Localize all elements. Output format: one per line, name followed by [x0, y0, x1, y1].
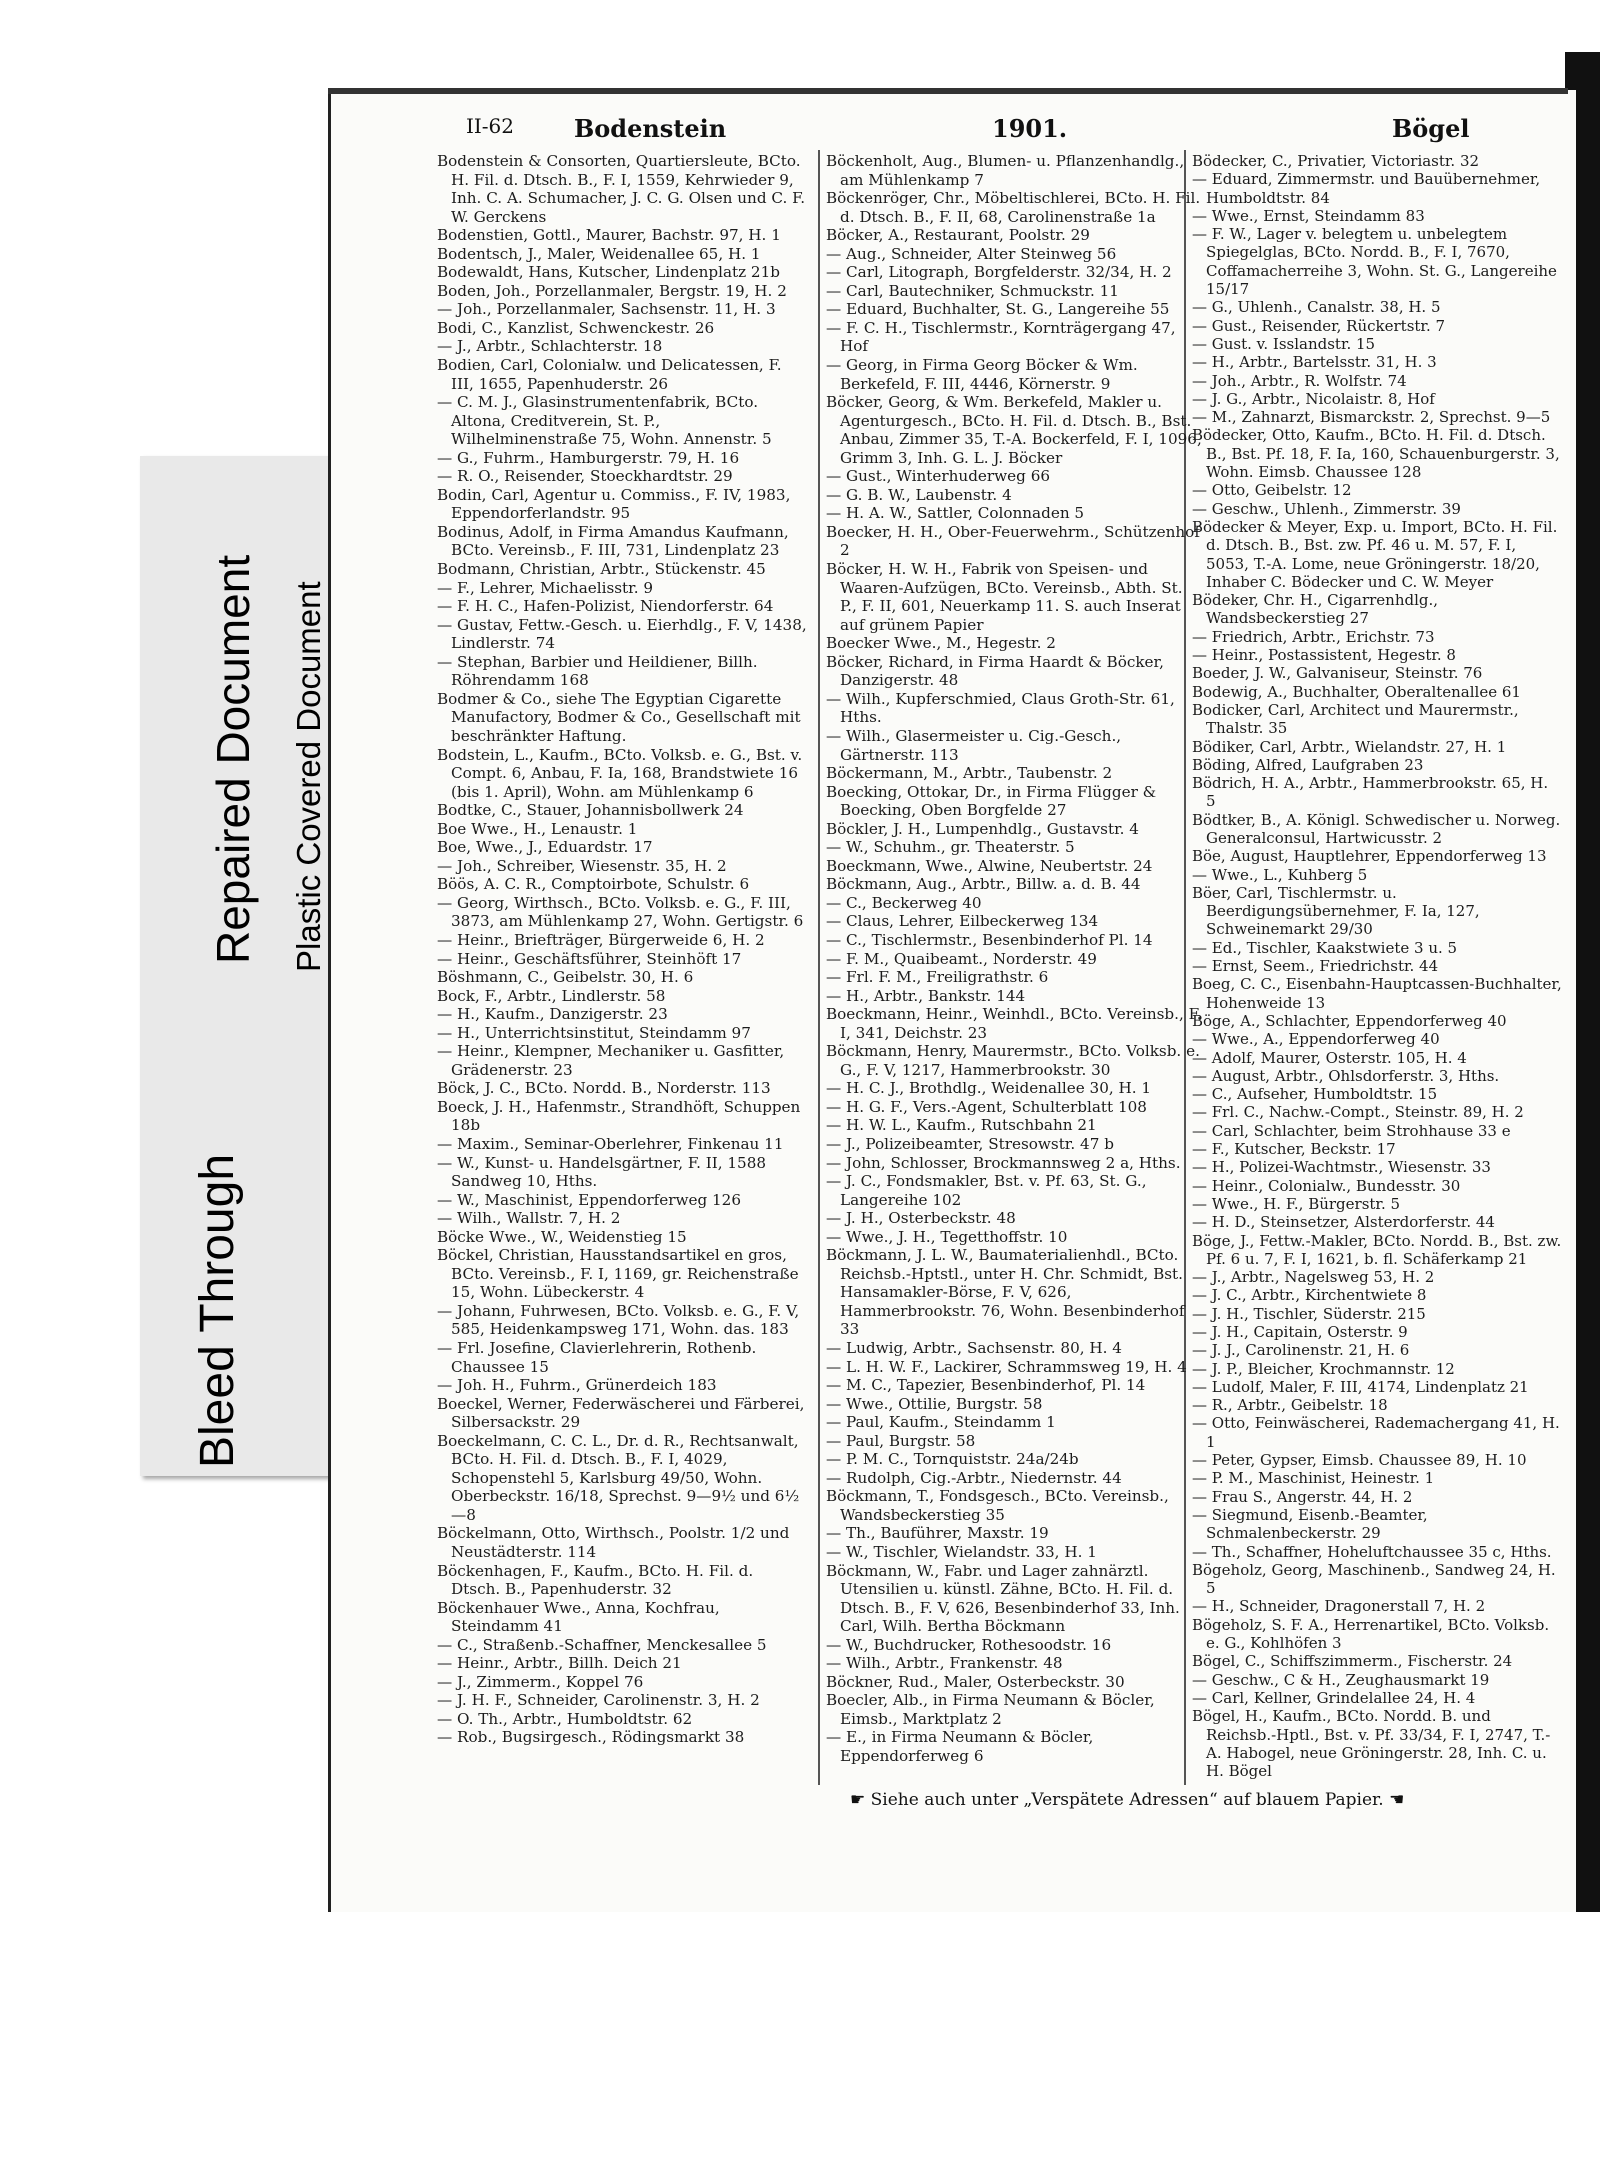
directory-entry: Boeckelmann, C. C. L., Dr. d. R., Rechtsanwalt, BCto. H. Fil. d. Dtsch. B., F. I, 4029, Schopenstehl 5, Karlsburg 49/50, Wohn. Oberbeckstr. 16/18, Sprechst. 9—9½ und 6½—8: [437, 1431, 800, 1524]
page-number: II-62: [466, 114, 515, 138]
directory-entry: Bögel, C., Schiffszimmerm., Fischerstr. 24: [1192, 1652, 1513, 1671]
directory-entry: Bodicker, Carl, Architect und Maurermstr., Thalstr. 35: [1192, 700, 1519, 738]
directory-entry: — Stephan, Barbier und Heildiener, Billh. Röhrendamm 168: [437, 652, 758, 690]
directory-entry: — H., Arbtr., Bartelsstr. 31, H. 3: [1192, 353, 1437, 372]
directory-entry: — J. G., Arbtr., Nicolaistr. 8, Hof: [1192, 389, 1435, 408]
directory-entry: Boecker Wwe., M., Hegestr. 2: [826, 634, 1056, 653]
directory-entry: — Joh., Porzellanmaler, Sachsenstr. 11, H. 3: [437, 300, 776, 319]
directory-entry: — Eduard, Buchhalter, St. G., Langereihe 55: [826, 300, 1170, 319]
directory-entry: — H. G. F., Vers.-Agent, Schulterblatt 108: [826, 1097, 1147, 1116]
directory-entry: — C., Tischlermstr., Besenbinderhof Pl. 14: [826, 930, 1153, 949]
directory-entry: — J., Arbtr., Schlachterstr. 18: [437, 337, 663, 356]
directory-entry: Bödeker, Chr. H., Cigarrenhdlg., Wandsbeckerstieg 27: [1192, 591, 1439, 628]
plastic-covered-label: Plastic Covered Document: [290, 581, 327, 972]
directory-entry: — Gust. v. Isslandstr. 15: [1192, 334, 1376, 353]
directory-entry: Bödecker & Meyer, Exp. u. Import, BCto. H. Fil. d. Dtsch. B., Bst. zw. Pf. 46 u. M. 57, F. I, 5053, T.-A. Lome, neue Gröningerstr. 18/20, Inhaber C. Bödecker und C. W. Meyer: [1192, 517, 1558, 591]
directory-entry: — H., Polizei-Wachtmstr., Wiesenstr. 33: [1192, 1158, 1491, 1177]
directory-entry: — M. C., Tapezier, Besenbinderhof, Pl. 14: [826, 1376, 1146, 1395]
bleed-through-label: Bleed Through: [191, 1153, 244, 1468]
directory-entry: — F. C. H., Tischlermstr., Kornträgergang 47, Hof: [826, 318, 1176, 356]
directory-entry: Böcke Wwe., W., Weidenstieg 15: [437, 1227, 687, 1246]
directory-entry: Bögel, H., Kaufm., BCto. Nordd. B. und Reichsb.-Hptl., Bst. v. Pf. 33/34, F. I, 2747, T.-A. Habogel, neue Gröningerstr. 28, Inh. C. u. H. Bögel: [1192, 1707, 1551, 1781]
directory-entry: — H. C. J., Brothdlg., Weidenallee 30, H. 1: [826, 1079, 1152, 1098]
directory-entry: — Otto, Geibelstr. 12: [1192, 481, 1352, 500]
directory-entry: Böge, J., Fettw.-Makler, BCto. Nordd. B., Bst. zw. Pf. 6 u. 7, F. I, 1621, b. fl. Schäferkamp 21: [1192, 1231, 1562, 1268]
directory-entry: — Paul, Kaufm., Steindamm 1: [826, 1413, 1056, 1432]
directory-entry: — J. C., Fondsmakler, Bst. v. Pf. 63, St. G., Langereihe 102: [826, 1172, 1147, 1209]
directory-entry: — Adolf, Maurer, Osterstr. 105, H. 4: [1192, 1048, 1467, 1067]
directory-entry: Bödecker, Otto, Kaufm., BCto. H. Fil. d. Dtsch. B., Bst. Pf. 18, F. Ia, 160, Schauenburgerstr. 3, Wohn. Eimsb. Chaussee 128: [1192, 426, 1560, 482]
directory-entry: Bodmer & Co., siehe The Egyptian Cigarette Manufactory, Bodmer & Co., Gesellschaft mit beschränkter Haftung.: [437, 689, 801, 745]
directory-entry: — G., Fuhrm., Hamburgerstr. 79, H. 16: [437, 448, 740, 467]
directory-entry: — W., Tischler, Wielandstr. 33, H. 1: [826, 1543, 1097, 1562]
directory-entry: — Siegmund, Eisenb.-Beamter, Schmalenbeckerstr. 29: [1192, 1505, 1428, 1543]
directory-entry: Boecker, H. H., Ober-Feuerwehrm., Schützenhof 2: [826, 522, 1200, 560]
directory-entry: Boecking, Ottokar, Dr., in Firma Flügger & Boecking, Oben Borgfelde 27: [826, 782, 1157, 820]
directory-entry: — C. M. J., Glasinstrumentenfabrik, BCto. Altona, Creditverein, St. P., Wilhelminenstraße 75, Wohn. Annenstr. 5: [437, 393, 772, 449]
directory-entry: Böe, August, Hauptlehrer, Eppendorferweg 13: [1192, 847, 1547, 866]
directory-entry: — W., Schuhm., gr. Theaterstr. 5: [826, 838, 1075, 857]
directory-entry: Böckner, Rud., Maler, Osterbeckstr. 30: [826, 1672, 1125, 1691]
directory-entry: — W., Buchdrucker, Rothesoodstr. 16: [826, 1635, 1112, 1654]
directory-entry: — F., Kutscher, Beckstr. 17: [1192, 1140, 1396, 1159]
repaired-document-label: Repaired Document: [207, 554, 259, 964]
directory-entry: — E., in Firma Neumann & Böcler, Eppendorferweg 6: [826, 1728, 1094, 1766]
directory-entry: Boecler, Alb., in Firma Neumann & Böcler, Eimsb., Marktplatz 2: [826, 1691, 1155, 1728]
directory-entry: Böge, A., Schlachter, Eppendorferweg 40: [1192, 1011, 1507, 1030]
header-right: Bögel: [1392, 114, 1470, 143]
directory-entry: Bödtker, B., A. Königl. Schwedischer u. Norweg. Generalconsul, Hartwicusstr. 2: [1192, 810, 1561, 847]
directory-entry: — Th., Bauführer, Maxstr. 19: [826, 1524, 1049, 1543]
directory-entry: Böer, Carl, Tischlermstr. u. Beerdigungsübernehmer, F. Ia, 127, Schweinemarkt 29/30: [1192, 883, 1480, 939]
directory-entry: — Peter, Gypser, Eimsb. Chaussee 89, H. 10: [1192, 1451, 1527, 1470]
directory-entry: — Frl. C., Nachw.-Compt., Steinstr. 89, H. 2: [1192, 1103, 1524, 1122]
directory-entry: — H. A. W., Sattler, Colonnaden 5: [826, 504, 1085, 523]
directory-column-3: [1192, 152, 1562, 1780]
directory-entry: — Geschw., C & H., Zeughausmarkt 19: [1192, 1670, 1490, 1689]
directory-entry: — H., Arbtr., Bankstr. 144: [826, 986, 1026, 1005]
directory-entry: Böckelmann, Otto, Wirthsch., Poolstr. 1/2 und Neustädterstr. 114: [437, 1524, 790, 1562]
directory-entry: Böckenholt, Aug., Blumen- u. Pflanzenhandlg., am Mühlenkamp 7: [826, 152, 1185, 189]
directory-entry: — C., Straßenb.-Schaffner, Menckesallee 5: [437, 1635, 767, 1654]
directory-entry: — Ernst, Seem., Friedrichstr. 44: [1192, 957, 1439, 976]
directory-entry: — C., Beckerweg 40: [826, 893, 982, 912]
directory-entry: — Gust., Winterhuderweg 66: [826, 467, 1051, 486]
directory-entry: Bodenstien, Gottl., Maurer, Bachstr. 97, H. 1: [437, 226, 781, 245]
directory-entry: Böös, A. C. R., Comptoirbote, Schulstr. 6: [437, 875, 750, 894]
directory-entry: — Th., Schaffner, Hoheluftchaussee 35 c, Hths.: [1192, 1542, 1552, 1561]
directory-entry: Boeckel, Werner, Federwäscherei und Färberei, Silbersackstr. 29: [437, 1394, 805, 1432]
directory-entry: — Frau S., Angerstr. 44, H. 2: [1192, 1487, 1413, 1506]
directory-entry: Böcker, A., Restaurant, Poolstr. 29: [826, 226, 1090, 245]
directory-entry: Böding, Alfred, Laufgraben 23: [1192, 755, 1424, 774]
directory-entry: — O. Th., Arbtr., Humboldtstr. 62: [437, 1709, 693, 1728]
directory-entry: — Wwe., Ernst, Steindamm 83: [1192, 206, 1425, 225]
directory-entry: — Wilh., Arbtr., Frankenstr. 48: [826, 1654, 1063, 1673]
directory-entry: Böcker, H. W. H., Fabrik von Speisen- und Waaren-Aufzügen, BCto. Vereinsb., Abth. St. P., F. II, 601, Neuerkamp 11. S. auch Inserat auf grünem Papier: [826, 560, 1183, 634]
directory-entry: Bodenstein & Consorten, Quartiersleute, BCto. H. Fil. d. Dtsch. B., F. I, 1559, Kehrwieder 9, Inh. C. A. Schumacher, J. C. G. Olsen und C. F. W. Gerckens: [437, 152, 806, 226]
directory-entry: Boe Wwe., H., Lenaustr. 1: [437, 819, 638, 838]
directory-entry: — M., Zahnarzt, Bismarckstr. 2, Sprechst. 9—5: [1192, 408, 1551, 427]
directory-entry: Bodinus, Adolf, in Firma Amandus Kaufmann, BCto. Vereinsb., F. III, 731, Lindenplatz 23: [437, 522, 789, 560]
directory-entry: Boe, Wwe., J., Eduardstr. 17: [437, 838, 653, 857]
directory-entry: — G., Uhlenh., Canalstr. 38, H. 5: [1192, 298, 1441, 317]
directory-entry: Bodewaldt, Hans, Kutscher, Lindenplatz 21b: [437, 263, 780, 282]
directory-entry: — Wwe., H. F., Bürgerstr. 5: [1192, 1194, 1401, 1213]
directory-entry: — August, Arbtr., Ohlsdorferstr. 3, Hths.: [1192, 1066, 1500, 1085]
directory-entry: — F. H. C., Hafen-Polizist, Niendorferstr. 64: [437, 597, 774, 616]
directory-entry: Bödiker, Carl, Arbtr., Wielandstr. 27, H. 1: [1192, 737, 1507, 756]
directory-entry: — Heinr., Geschäftsführer, Steinhöft 17: [437, 949, 742, 968]
directory-entry: Boden, Joh., Porzellanmaler, Bergstr. 19, H. 2: [437, 281, 787, 300]
directory-entry: — Friedrich, Arbtr., Erichstr. 73: [1192, 627, 1435, 646]
directory-entry: — Wwe., J. H., Tegetthoffstr. 10: [826, 1227, 1068, 1246]
directory-entry: — H. W. L., Kaufm., Rutschbahn 21: [826, 1116, 1097, 1135]
directory-entry: — Wilh., Wallstr. 7, H. 2: [437, 1209, 621, 1228]
directory-entry: — Maxim., Seminar-Oberlehrer, Finkenau 11: [437, 1134, 784, 1153]
directory-entry: — L. H. W. F., Lackirer, Schrammsweg 19, H. 4: [826, 1357, 1187, 1376]
header-left: Bodenstein: [574, 114, 727, 143]
directory-entry: — Heinr., Arbtr., Billh. Deich 21: [437, 1654, 682, 1673]
directory-entry: — H., Schneider, Dragonerstall 7, H. 2: [1192, 1597, 1486, 1616]
directory-entry: — Paul, Burgstr. 58: [826, 1431, 976, 1450]
directory-entry: — F. W., Lager v. belegtem u. unbelegtem Spiegelglas, BCto. Nordd. B., F. I, 7670, Coffamacherreihe 3, Wohn. St. G., Langereihe 15/17: [1192, 225, 1557, 299]
directory-entry: — J., Polizeibeamter, Stresowstr. 47 b: [826, 1134, 1114, 1153]
directory-entry: Bodi, C., Kanzlist, Schwenckestr. 26: [437, 318, 715, 337]
directory-entry: Böckmann, T., Fondsgesch., BCto. Vereinsb., Wandsbeckerstieg 35: [826, 1487, 1169, 1524]
directory-entry: — Heinr., Colonialw., Bundesstr. 30: [1192, 1176, 1461, 1195]
directory-entry: — Rudolph, Cig.-Arbtr., Niedernstr. 44: [826, 1468, 1122, 1487]
directory-entry: — H., Kaufm., Danzigerstr. 23: [437, 1005, 668, 1024]
directory-entry: — Eduard, Zimmermstr. und Bauübernehmer, Humboldtstr. 84: [1192, 170, 1541, 207]
directory-entry: Böckenröger, Chr., Möbeltischlerei, BCto. H. Fil. d. Dtsch. B., F. II, 68, Carolinenstraße 1a: [826, 189, 1201, 226]
directory-entry: — C., Aufseher, Humboldtstr. 15: [1192, 1085, 1438, 1104]
directory-entry: — H. D., Steinsetzer, Alsterdorferstr. 44: [1192, 1213, 1495, 1232]
directory-entry: Böckenhauer Wwe., Anna, Kochfrau, Steindamm 41: [437, 1598, 720, 1636]
directory-entry: Boeck, J. H., Hafenmstr., Strandhöft, Schuppen 18b: [437, 1097, 801, 1135]
directory-entry: — R. O., Reisender, Stoeckhardtstr. 29: [437, 467, 733, 486]
directory-entry: — Frl. F. M., Freiligrathstr. 6: [826, 968, 1049, 987]
directory-entry: Boeg, C. C., Eisenbahn-Hauptcassen-Buchhalter, Hohenweide 13: [1192, 975, 1562, 1012]
directory-entry: Böckler, J. H., Lumpenhdlg., Gustavstr. 4: [826, 819, 1139, 838]
directory-entry: Bock, F., Arbtr., Lindlerstr. 58: [437, 986, 666, 1005]
directory-entry: Bodentsch, J., Maler, Weidenallee 65, H. 1: [437, 244, 761, 263]
directory-entry: — Georg, in Firma Georg Böcker & Wm. Berkefeld, F. III, 4446, Körnerstr. 9: [826, 356, 1138, 393]
directory-entry: — Carl, Schlachter, beim Strohhause 33 e: [1192, 1121, 1511, 1140]
directory-entry: — Frl. Josefine, Clavierlehrerin, Rothenb. Chaussee 15: [437, 1339, 757, 1376]
directory-entry: — Joh., Arbtr., R. Wolfstr. 74: [1192, 371, 1407, 390]
directory-entry: Bodmann, Christian, Arbtr., Stückenstr. 45: [437, 560, 766, 579]
directory-entry: — W., Kunst- u. Handelsgärtner, F. II, 1588 Sandweg 10, Hths.: [437, 1153, 767, 1191]
directory-entry: — J. J., Carolinenstr. 21, H. 6: [1192, 1341, 1410, 1360]
footer-note: ☛ Siehe auch unter „Verspätete Adressen“ auf blauem Papier. ☚: [850, 1790, 1405, 1810]
directory-entry: — F., Lehrer, Michaelisstr. 9: [437, 578, 654, 597]
directory-entry: Bodien, Carl, Colonialw. und Delicatessen, F. III, 1655, Papenhuderstr. 26: [437, 356, 782, 393]
directory-entry: — J. H. F., Schneider, Carolinenstr. 3, H. 2: [437, 1691, 760, 1710]
directory-entry: Boeckmann, Wwe., Alwine, Neubertstr. 24: [826, 856, 1153, 875]
directory-entry: — J. H., Osterbeckstr. 48: [826, 1209, 1016, 1228]
directory-entry: — Otto, Feinwäscherei, Rademachergang 41, H. 1: [1192, 1414, 1560, 1451]
directory-entry: Boeckmann, Heinr., Weinhdl., BCto. Vereinsb., F. I, 341, Deichstr. 23: [826, 1005, 1202, 1042]
directory-entry: — Gustav, Fettw.-Gesch. u. Eierhdlg., F. V, 1438, Lindlerstr. 74: [437, 615, 807, 653]
directory-entry: Boeder, J. W., Galvaniseur, Steinstr. 76: [1192, 664, 1483, 683]
directory-entry: — Johann, Fuhrwesen, BCto. Volksb. e. G., F. V, 585, Heidenkampsweg 171, Wohn. das. 183: [437, 1301, 800, 1339]
directory-entry: Bödecker, C., Privatier, Victoriastr. 32: [1192, 152, 1480, 170]
directory-entry: — J., Arbtr., Nagelsweg 53, H. 2: [1192, 1268, 1435, 1287]
directory-entry: Böckermann, M., Arbtr., Taubenstr. 2: [826, 764, 1113, 783]
directory-entry: Böckmann, Henry, Maurermstr., BCto. Volksb. e. G., F. V, 1217, Hammerbrookstr. 30: [826, 1042, 1200, 1079]
directory-column-2: [826, 152, 1202, 1766]
directory-entry: — J., Zimmerm., Koppel 76: [437, 1672, 644, 1691]
directory-entry: — Wilh., Glasermeister u. Cig.-Gesch., Gärtnerstr. 113: [826, 726, 1122, 764]
directory-entry: — Joh. H., Fuhrm., Grünerdeich 183: [437, 1376, 717, 1395]
directory-entry: — W., Maschinist, Eppendorferweg 126: [437, 1190, 742, 1209]
directory-entry: — Heinr., Klempner, Mechaniker u. Gasfitter, Grädenerstr. 23: [437, 1042, 785, 1079]
directory-entry: — Carl, Bautechniker, Schmuckstr. 11: [826, 281, 1119, 300]
directory-entry: — Heinr., Briefträger, Bürgerweide 6, H. 2: [437, 930, 765, 949]
directory-entry: — Rob., Bugsirgesch., Rödingsmarkt 38: [437, 1728, 745, 1747]
directory-entry: — Ludwig, Arbtr., Sachsenstr. 80, H. 4: [826, 1339, 1122, 1357]
directory-entry: Böckmann, W., Fabr. und Lager zahnärztl. Utensilien u. künstl. Zähne, BCto. H. Fil. d. Dtsch. B., F. V, 626, Besenbinderhof 33, Inh. Carl, Wilh. Bertha Böckmann: [826, 1561, 1180, 1636]
directory-entry: — J. C., Arbtr., Kirchentwiete 8: [1192, 1286, 1427, 1305]
directory-entry: Bögeholz, S. F. A., Herrenartikel, BCto. Volksb. e. G., Kohlhöfen 3: [1192, 1615, 1550, 1653]
directory-entry: — Wilh., Kupferschmied, Claus Groth-Str. 61, Hths.: [826, 689, 1175, 727]
directory-entry: Böckel, Christian, Hausstandsartikel en gros, BCto. Vereinsb., F. I, 1169, gr. Reichenstraße 15, Wohn. Lübeckerstr. 4: [437, 1246, 799, 1302]
directory-entry: — Heinr., Postassistent, Hegestr. 8: [1192, 646, 1456, 665]
directory-entry: — P. M. C., Tornquiststr. 24a/24b: [826, 1450, 1079, 1469]
directory-entry: — Wwe., Ottilie, Burgstr. 58: [826, 1394, 1043, 1413]
page-edge: [328, 88, 1568, 94]
directory-entry: — John, Schlosser, Brockmannsweg 2 a, Hths.: [826, 1153, 1181, 1172]
directory-entry: — R., Arbtr., Geibelstr. 18: [1192, 1396, 1388, 1415]
directory-entry: Böckmann, J. L. W., Baumaterialienhdl., BCto. Reichsb.-Hptstl., unter H. Chr. Schmidt, Bst. Hansamakler-Börse, F. V, 626, Hammerbrookstr. 76, Wohn. Besenbinderhof 33: [826, 1246, 1185, 1339]
directory-entry: — Carl, Kellner, Grindelallee 24, H. 4: [1192, 1688, 1476, 1707]
directory-entry: — Claus, Lehrer, Eilbeckerweg 134: [826, 912, 1099, 931]
directory-column-1: [437, 152, 807, 1747]
directory-entry: Böcker, Georg, & Wm. Berkefeld, Makler u. Agenturgesch., BCto. H. Fil. d. Dtsch. B., Bst. Anbau, Zimmer 35, T.-A. Bockerfeld, F. I, 1096, Grimm 3, Inh. G. L. J. Böcker: [826, 393, 1202, 467]
directory-entry: — Wwe., L., Kuhberg 5: [1192, 865, 1368, 884]
directory-entry: — Geschw., Uhlenh., Zimmerstr. 39: [1192, 499, 1461, 518]
directory-entry: Bödrich, H. A., Arbtr., Hammerbrookstr. 65, H. 5: [1192, 774, 1549, 811]
directory-entry: — G. B. W., Laubenstr. 4: [826, 485, 1012, 504]
directory-entry: Böshmann, C., Geibelstr. 30, H. 6: [437, 968, 694, 987]
directory-entry: — F. M., Quaibeamt., Norderstr. 49: [826, 949, 1097, 968]
directory-entry: — Wwe., A., Eppendorferweg 40: [1192, 1030, 1440, 1049]
header-year: 1901.: [992, 114, 1068, 143]
directory-entry: — Carl, Litograph, Borgfelderstr. 32/34, H. 2: [826, 263, 1172, 282]
directory-entry: — J. H., Capitain, Osterstr. 9: [1192, 1323, 1408, 1341]
directory-entry: — J. P., Bleicher, Krochmannstr. 12: [1192, 1359, 1455, 1378]
directory-entry: — J. H., Tischler, Süderstr. 215: [1192, 1304, 1426, 1323]
directory-entry: — Aug., Schneider, Alter Steinweg 56: [826, 244, 1117, 263]
directory-entry: Böck, J. C., BCto. Nordd. B., Norderstr. 113: [437, 1079, 771, 1098]
directory-entry: Böckenhagen, F., Kaufm., BCto. H. Fil. d. Dtsch. B., Papenhuderstr. 32: [437, 1561, 754, 1599]
directory-entry: Bodin, Carl, Agentur u. Commiss., F. IV, 1983, Eppendorferlandstr. 95: [437, 485, 791, 523]
directory-entry: — Ludolf, Maler, F. III, 4174, Lindenplatz 21: [1192, 1377, 1529, 1396]
directory-entry: Bodstein, L., Kaufm., BCto. Volksb. e. G., Bst. v. Compt. 6, Anbau, F. Ia, 168, Brandstwiete 16 (bis 1. April), Wohn. am Mühlenkamp 6: [437, 745, 803, 801]
directory-entry: — Joh., Schreiber, Wiesenstr. 35, H. 2: [437, 856, 727, 875]
directory-entry: — P. M., Maschinist, Heinestr. 1: [1192, 1469, 1435, 1488]
directory-entry: — Georg, Wirthsch., BCto. Volksb. e. G., F. III, 3873, am Mühlenkamp 27, Wohn. Gertigstr. 6: [437, 893, 804, 931]
directory-entry: Bodtke, C., Stauer, Johannisbollwerk 24: [437, 801, 744, 820]
directory-entry: — Gust., Reisender, Rückertstr. 7: [1192, 316, 1446, 335]
directory-entry: — Ed., Tischler, Kaakstwiete 3 u. 5: [1192, 938, 1458, 957]
directory-entry: Böckmann, Aug., Arbtr., Billw. a. d. B. 44: [826, 875, 1141, 894]
directory-entry: Böcker, Richard, in Firma Haardt & Böcker, Danzigerstr. 48: [826, 652, 1164, 690]
directory-entry: Bögeholz, Georg, Maschinenb., Sandweg 24, H. 5: [1192, 1560, 1556, 1598]
directory-entry: Bodewig, A., Buchhalter, Oberaltenallee 61: [1192, 682, 1521, 701]
column-divider: [818, 150, 820, 1785]
directory-entry: — H., Unterrichtsinstitut, Steindamm 97: [437, 1023, 751, 1042]
